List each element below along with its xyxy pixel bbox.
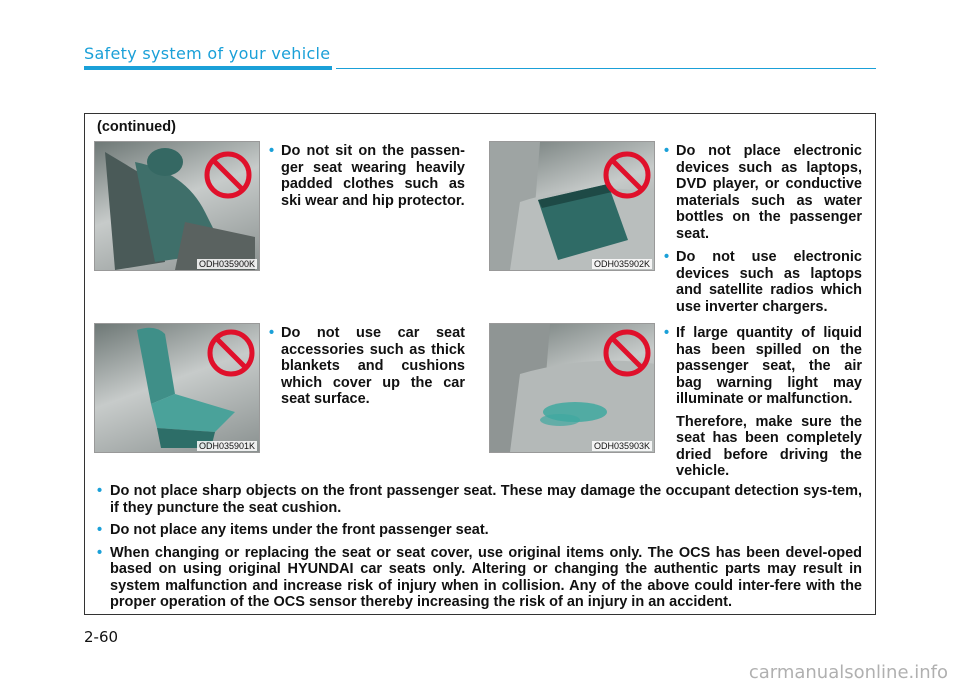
- panel-text-1: [269, 143, 465, 209]
- photo-liquid-spill: [489, 323, 655, 453]
- section-title: Safety system of your vehicle: [84, 44, 331, 63]
- bullet-item: • Do not use electronic devices such as laptops and satellite radios which use inverter chargers.: [664, 249, 862, 315]
- bullet-item: • Do not place any items under the front passenger seat.: [97, 522, 862, 539]
- bullet-item: • When changing or replacing the seat or seat cover, use original items only. The OCS has been devel-oped based on using original HYUNDAI car seats only. Altering or changing the authentic parts may result in system malfunction and increase risk of injury when in collision. Any of the above could inter-fere with the proper operation of the OCS sensor thereby increasing the risk of an injury in an accident.: [97, 545, 862, 611]
- panel-text-3: [269, 325, 465, 408]
- header-rule-thin: [336, 68, 876, 69]
- prohibited-icon: [95, 142, 260, 271]
- panel-text-2: [664, 143, 862, 315]
- prohibited-icon: [490, 142, 655, 271]
- photo-laptop-on-seat: [489, 141, 655, 271]
- photo-heavy-clothes: [94, 141, 260, 271]
- bullet-item: • If large quantity of liquid has been spilled on the passenger seat, the air bag warning light may illuminate or malfunction.: [664, 325, 862, 408]
- bullet-item: • Do not use car seat accessories such as thick blankets and cushions which cover up the car seat surface.: [269, 325, 465, 408]
- prohibited-icon: [490, 324, 655, 453]
- follow-paragraph: Therefore, make sure the seat has been completely dried before driving the vehicle.: [676, 413, 862, 479]
- watermark: carmanualsonline.info: [748, 662, 948, 683]
- photo-code: ODH035901K: [198, 441, 255, 451]
- bullet-item: • Do not place sharp objects on the front passenger seat. These may damage the occupant detection sys-tem, if they puncture the seat cushion.: [97, 483, 862, 516]
- panel-text-4: [664, 325, 862, 480]
- photo-code: ODH035900K: [198, 259, 255, 269]
- bullet-item: • Do not place electronic devices such as laptops, DVD player, or conductive materials such as water bottles on the passenger seat.: [664, 143, 862, 242]
- photo-seat-cover: [94, 323, 260, 453]
- photo-code: ODH035902K: [593, 259, 650, 269]
- photo-code: ODH035903K: [593, 441, 650, 451]
- continued-label: (continued): [97, 119, 176, 135]
- bullet-item: • Do not sit on the passen-ger seat wearing heavily padded clothes such as ski wear and hip protector.: [269, 143, 465, 209]
- prohibited-icon: [95, 324, 260, 453]
- bottom-bullets: [97, 483, 862, 617]
- page-number: 2-60: [84, 628, 119, 646]
- header-rule-thick: [84, 66, 332, 70]
